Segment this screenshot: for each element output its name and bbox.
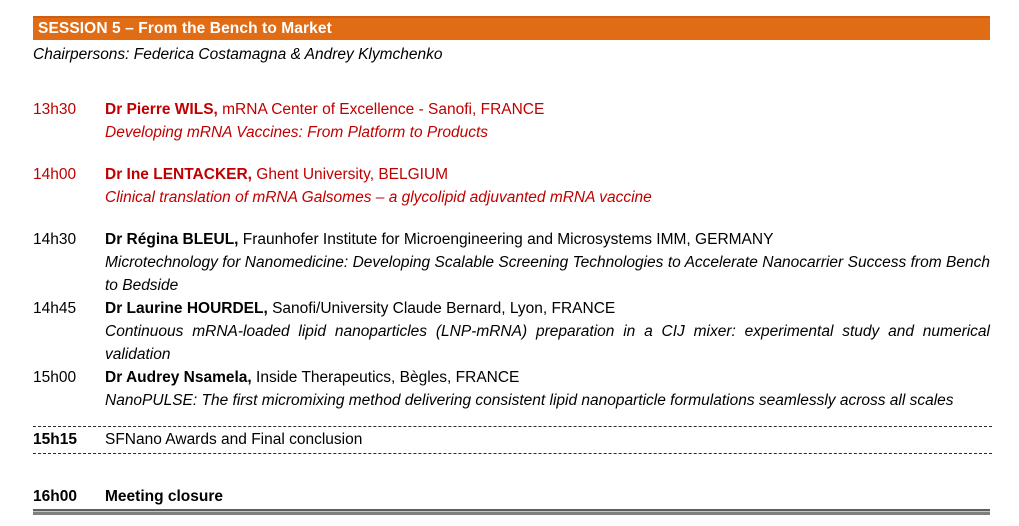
speaker-line (105, 366, 990, 389)
bottom-divider-bar (33, 509, 990, 515)
speaker-line (105, 228, 990, 251)
speaker-line (105, 163, 990, 186)
speaker-name: Dr Ine LENTACKER, (105, 166, 252, 183)
awards-label: SFNano Awards and Final conclusion (105, 431, 363, 448)
session-time: 13h30 (33, 101, 77, 118)
speaker-name: Dr Audrey Nsamela, (105, 369, 252, 386)
speaker-name: Dr Laurine HOURDEL, (105, 300, 268, 317)
session-title: SESSION 5 – From the Bench to Market (38, 20, 332, 37)
session-time: 14h00 (33, 166, 77, 183)
closure-time: 16h00 (33, 488, 77, 505)
session-time: 14h30 (33, 231, 77, 248)
schedule-list (33, 98, 990, 412)
talk-title: Clinical translation of mRNA Galsomes – a glycolipid adjuvanted mRNA vaccine (105, 189, 652, 206)
talk-title: Microtechnology for Nanomedicine: Developing Scalable Screening Technologies to Accelerate Nanocarrier Success from Bench to Bedside (105, 254, 990, 294)
session-time: 14h45 (33, 300, 77, 317)
closure-row (33, 487, 990, 509)
speaker-affiliation: Sanofi/University Claude Bernard, Lyon, FRANCE (267, 300, 616, 317)
speaker-affiliation: Inside Therapeutics, Bègles, FRANCE (251, 369, 520, 386)
speaker-name: Dr Pierre WILS, (105, 101, 218, 118)
session-entry (33, 228, 990, 297)
session-header-bar (33, 16, 990, 40)
talk-title: Developing mRNA Vaccines: From Platform to Products (105, 124, 489, 141)
talk-title: Continuous mRNA-loaded lipid nanoparticles (LNP-mRNA) preparation in a CIJ mixer: experimental study and numerical validation (105, 323, 990, 363)
speaker-line (105, 98, 990, 121)
speaker-line (105, 297, 990, 320)
talk-title: NanoPULSE: The first micromixing method delivering consistent lipid nanoparticle formulations seamlessly across all scales (105, 392, 954, 409)
session-entry (33, 297, 990, 366)
chairpersons-line: Chairpersons: Federica Costamagna & Andrey Klymchenko (33, 46, 443, 63)
session-time: 15h00 (33, 369, 77, 386)
speaker-affiliation: mRNA Center of Excellence - Sanofi, FRANCE (217, 101, 545, 118)
closure-label: Meeting closure (105, 488, 223, 505)
speaker-name: Dr Régina BLEUL, (105, 231, 239, 248)
program-content (33, 0, 990, 515)
session-entry (33, 163, 990, 209)
awards-time: 15h15 (33, 431, 77, 448)
session-entry (33, 366, 990, 412)
awards-row (33, 426, 992, 454)
speaker-affiliation: Fraunhofer Institute for Microengineering and Microsystems IMM, GERMANY (238, 231, 774, 248)
speaker-affiliation: Ghent University, BELGIUM (251, 166, 449, 183)
session-entry (33, 98, 990, 144)
